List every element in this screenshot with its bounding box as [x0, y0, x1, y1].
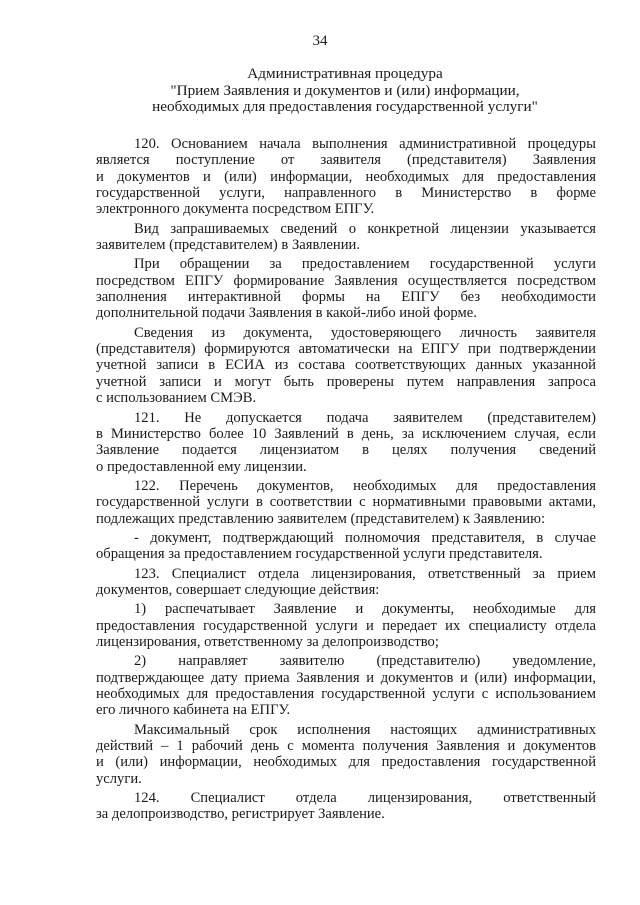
heading-line: Административная процедура	[247, 65, 443, 82]
text-line: 124. Специалист отдела лицензирования, ответственный	[134, 790, 596, 807]
text-line: Вид запрашиваемых сведений о конкретной лицензии указывается	[134, 220, 596, 237]
text-line: обращения за предоставлением государственной услуги представителя.	[96, 546, 543, 563]
text-line: Заявление подается лицензиатом в целях получения сведений	[96, 442, 596, 459]
text-line: его личного кабинета на ЕПГУ.	[96, 702, 291, 719]
text-line: 1) распечатывает Заявление и документы, необходимые для	[134, 601, 596, 618]
section-heading	[95, 66, 595, 116]
paragraph	[96, 410, 596, 475]
text-line: государственной услуги, направленного в Министерство в форме	[96, 185, 596, 202]
text-line: и (или) информации, необходимых для предоставления государственной	[96, 754, 596, 771]
paragraph	[96, 325, 596, 407]
text-line: заполнения интерактивной формы на ЕПГУ без необходимости	[96, 289, 596, 306]
text-line: посредством ЕПГУ формирование Заявления осуществляется посредством	[96, 272, 596, 289]
page-number: 34	[312, 33, 328, 49]
heading-line: "Прием Заявления и документов и (или) информации,	[170, 81, 520, 99]
text-line: в Министерство более 10 Заявлений в день, за исключением случая, если	[96, 425, 596, 442]
text-line: (представителя) формируются автоматически на ЕПГУ при подтверждении	[96, 341, 596, 358]
text-line: учетной записи и могут быть проверены путем направления запроса	[96, 373, 596, 390]
paragraph	[96, 722, 596, 787]
text-line: государственной услуги в соответствии с нормативными правовыми актами,	[96, 494, 596, 511]
text-line: за делопроизводство, регистрирует Заявление.	[96, 806, 385, 823]
paragraph	[96, 653, 596, 718]
text-line: услуги.	[96, 770, 142, 787]
document-body	[96, 136, 596, 826]
text-line: действий – 1 рабочий день с момента получения Заявления и документов	[96, 738, 596, 755]
text-line: документов, совершает следующие действия:	[96, 581, 380, 598]
text-line: 122. Перечень документов, необходимых для предоставления	[134, 477, 596, 494]
text-line: дополнительной подачи Заявления в какой-либо иной форме.	[96, 305, 477, 322]
text-line: лицензирования, ответственному за делопроизводство;	[96, 633, 439, 650]
text-line: необходимых для предоставления государственной услуги с использованием	[96, 686, 596, 702]
text-line: 120. Основанием начала выполнения административной процедуры	[134, 136, 596, 152]
text-line: и документов и (или) информации, необходимых для предоставления	[96, 168, 596, 185]
text-line: электронного документа посредством ЕПГУ.	[96, 201, 375, 218]
paragraph	[96, 256, 596, 321]
text-line: Сведения из документа, удостоверяющего личность заявителя	[134, 324, 596, 341]
text-line: с использованием СМЭВ.	[96, 390, 257, 407]
text-line: При обращении за предоставлением государственной услуги	[134, 256, 596, 273]
text-line: - документ, подтверждающий полномочия представителя, в случае	[134, 529, 596, 546]
paragraph	[96, 221, 596, 254]
paragraph	[96, 566, 596, 599]
text-line: о предоставленной ему лицензии.	[96, 458, 307, 475]
paragraph	[96, 601, 596, 650]
paragraph	[96, 478, 596, 527]
text-line: подтверждающее дату приема Заявления и документов и (или) информации,	[96, 669, 596, 686]
paragraph	[96, 136, 596, 218]
text-line: является поступление от заявителя (представителя) Заявления	[96, 152, 596, 169]
text-line: 2) направляет заявителю (представителю) уведомление,	[134, 653, 596, 670]
text-line: подлежащих представлению заявителем (представителем) к Заявлению:	[96, 510, 546, 527]
paragraph	[96, 790, 596, 823]
text-line: 123. Специалист отдела лицензирования, ответственный за прием	[134, 565, 596, 582]
text-line: учетной записи в ЕСИА из состава соответствующих данных указанной	[96, 357, 596, 374]
text-line: Максимальный срок исполнения настоящих административных	[134, 721, 596, 738]
heading-line: необходимых для предоставления государственной услуги"	[152, 98, 538, 115]
paragraph	[96, 530, 596, 563]
text-line: заявителем (представителем) в Заявлении.	[96, 237, 360, 254]
text-line: предоставления государственной услуги и передает их специалисту отдела	[96, 617, 596, 634]
text-line: 121. Не допускается подача заявителем (представителем)	[134, 409, 596, 426]
